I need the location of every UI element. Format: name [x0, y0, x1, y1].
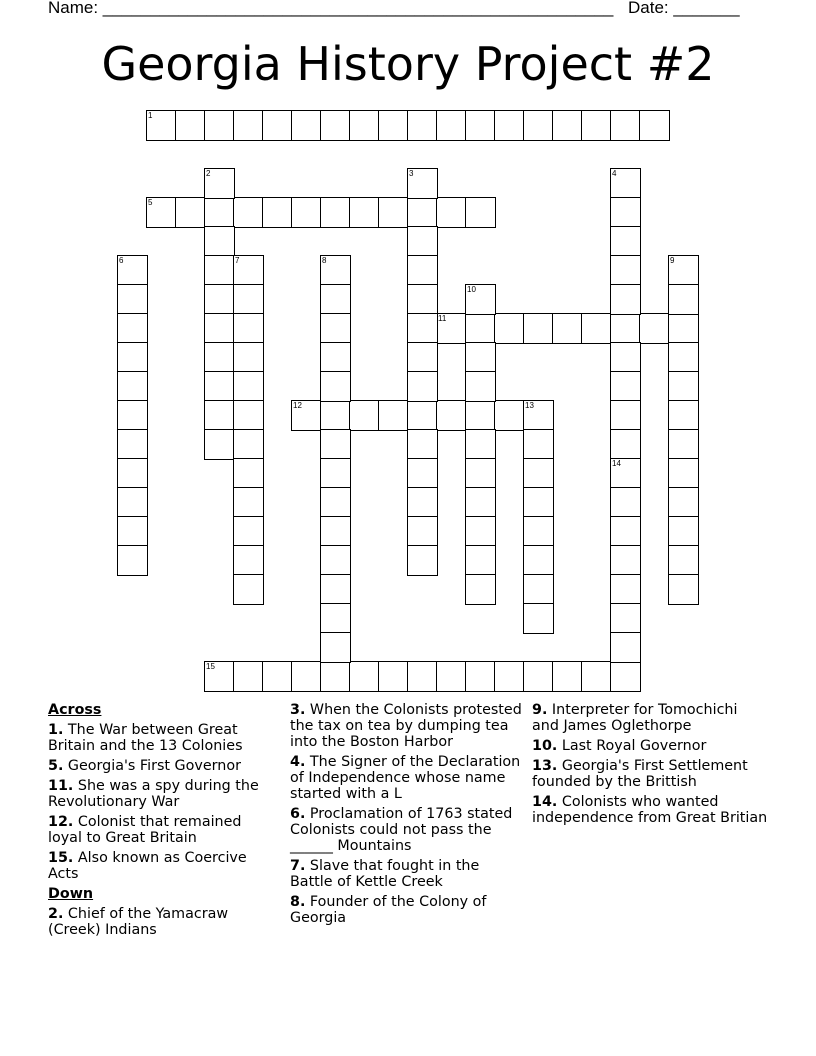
clue-item-text: Proclamation of 1763 stated Colonists could not pass the ______ Mountains: [290, 806, 513, 854]
grid-cell[interactable]: [320, 574, 351, 605]
clue-item-text: Founder of the Colony of Georgia: [290, 894, 487, 926]
grid-cell[interactable]: [465, 429, 496, 460]
clues-column-2: [290, 702, 522, 930]
clue-number: 6: [119, 256, 124, 265]
grid-cell[interactable]: [204, 400, 235, 431]
grid-cell[interactable]: [349, 661, 380, 692]
grid-cell[interactable]: [668, 284, 699, 315]
grid-cell[interactable]: [668, 516, 699, 547]
grid-cell[interactable]: [465, 458, 496, 489]
clue-item-number: 3.: [290, 702, 306, 718]
grid-cell[interactable]: [175, 110, 206, 141]
down-clue-list-2: [290, 702, 522, 926]
grid-cell[interactable]: [320, 661, 351, 692]
clue-item-text: She was a spy during the Revolutionary War: [48, 778, 259, 810]
grid-cell[interactable]: [668, 487, 699, 518]
clue-item: [48, 814, 276, 846]
grid-cell[interactable]: [233, 429, 264, 460]
grid-cell[interactable]: [204, 371, 235, 402]
grid-cell[interactable]: [436, 197, 467, 228]
grid-cell[interactable]: [349, 400, 380, 431]
grid-cell[interactable]: [291, 110, 322, 141]
grid-cell[interactable]: [262, 661, 293, 692]
grid-cell[interactable]: [465, 110, 496, 141]
grid-cell[interactable]: [204, 197, 235, 228]
grid-cell[interactable]: [233, 574, 264, 605]
grid-cell[interactable]: [668, 400, 699, 431]
page-title: Georgia History Project #2: [101, 37, 715, 91]
grid-cell[interactable]: [233, 371, 264, 402]
clue-item-text: Georgia's First Settlement founded by the Brittish: [532, 758, 748, 790]
grid-cell[interactable]: [639, 313, 670, 344]
grid-cell[interactable]: [117, 458, 148, 489]
grid-cell[interactable]: [233, 110, 264, 141]
clue-item-text: Colonist that remained loyal to Great Britain: [48, 814, 242, 846]
clue-item-number: 5.: [48, 758, 64, 774]
grid-cell[interactable]: [668, 255, 699, 286]
grid-cell[interactable]: [233, 197, 264, 228]
grid-cell[interactable]: [117, 371, 148, 402]
grid-cell[interactable]: [581, 661, 612, 692]
grid-cell[interactable]: [117, 545, 148, 576]
grid-cell[interactable]: [610, 661, 641, 692]
grid-cell[interactable]: [494, 313, 525, 344]
clue-item: [48, 906, 276, 938]
grid-cell[interactable]: [204, 661, 235, 692]
grid-cell[interactable]: [233, 487, 264, 518]
clue-item-number: 6.: [290, 806, 306, 822]
grid-cell[interactable]: [465, 661, 496, 692]
grid-cell[interactable]: [349, 197, 380, 228]
mixed-clue-list: [532, 702, 768, 826]
grid-cell[interactable]: [291, 400, 322, 431]
grid-cell[interactable]: [146, 197, 177, 228]
grid-cell[interactable]: [117, 516, 148, 547]
grid-cell[interactable]: [610, 516, 641, 547]
grid-cell[interactable]: [523, 603, 554, 634]
clue-number: 14: [612, 459, 621, 468]
grid-cell[interactable]: [610, 400, 641, 431]
grid-cell[interactable]: [465, 284, 496, 315]
grid-cell[interactable]: [494, 400, 525, 431]
clue-item: [48, 778, 276, 810]
grid-cell[interactable]: [407, 110, 438, 141]
clue-number: 3: [409, 169, 414, 178]
grid-cell[interactable]: [610, 168, 641, 199]
clue-number: 12: [293, 401, 302, 410]
grid-cell[interactable]: [378, 400, 409, 431]
grid-cell[interactable]: [610, 371, 641, 402]
clue-item: [290, 894, 522, 926]
grid-cell[interactable]: [523, 487, 554, 518]
clue-number: 4: [612, 169, 617, 178]
clue-item: [290, 858, 522, 890]
clue-item: [290, 806, 522, 854]
grid-cell[interactable]: [581, 313, 612, 344]
grid-cell[interactable]: [320, 255, 351, 286]
grid-cell[interactable]: [668, 429, 699, 460]
grid-cell[interactable]: [465, 342, 496, 373]
grid-cell[interactable]: [523, 400, 554, 431]
grid-cell[interactable]: [610, 313, 641, 344]
grid-cell[interactable]: [552, 313, 583, 344]
grid-cell[interactable]: [320, 371, 351, 402]
grid-cell[interactable]: [320, 342, 351, 373]
grid-cell[interactable]: [523, 545, 554, 576]
grid-cell[interactable]: [465, 574, 496, 605]
grid-cell[interactable]: [465, 197, 496, 228]
grid-cell[interactable]: [320, 400, 351, 431]
grid-cell[interactable]: [291, 197, 322, 228]
grid-cell[interactable]: [117, 429, 148, 460]
grid-cell[interactable]: [465, 487, 496, 518]
clue-number: 1: [148, 111, 153, 120]
grid-cell[interactable]: [610, 226, 641, 257]
grid-cell[interactable]: [668, 458, 699, 489]
clue-item: [532, 738, 768, 754]
clue-item-number: 10.: [532, 738, 558, 754]
clue-item: [532, 794, 768, 826]
grid-cell[interactable]: [610, 574, 641, 605]
grid-cell[interactable]: [407, 168, 438, 199]
clue-item-number: 4.: [290, 754, 306, 770]
grid-cell[interactable]: [204, 313, 235, 344]
grid-cell[interactable]: [320, 284, 351, 315]
grid-cell[interactable]: [233, 400, 264, 431]
down-clue-list: [48, 906, 276, 938]
grid-cell[interactable]: [436, 110, 467, 141]
grid-cell[interactable]: [233, 661, 264, 692]
clue-item-text: Also known as Coercive Acts: [48, 850, 247, 882]
grid-cell[interactable]: [291, 661, 322, 692]
grid-cell[interactable]: [262, 110, 293, 141]
grid-cell[interactable]: [204, 110, 235, 141]
grid-cell[interactable]: [523, 661, 554, 692]
clue-item-number: 7.: [290, 858, 306, 874]
grid-cell[interactable]: [233, 516, 264, 547]
grid-cell[interactable]: [320, 110, 351, 141]
grid-cell[interactable]: [436, 400, 467, 431]
grid-cell[interactable]: [204, 342, 235, 373]
clue-item: [290, 754, 522, 802]
clue-item: [48, 850, 276, 882]
grid-cell[interactable]: [610, 284, 641, 315]
grid-cell[interactable]: [378, 110, 409, 141]
clue-item-number: 13.: [532, 758, 558, 774]
clue-item-number: 14.: [532, 794, 558, 810]
grid-cell[interactable]: [320, 632, 351, 663]
name-field-label[interactable]: Name: ______________________________________________________: [48, 0, 614, 17]
grid-cell[interactable]: [610, 603, 641, 634]
grid-cell[interactable]: [523, 458, 554, 489]
grid-cell[interactable]: [610, 197, 641, 228]
clue-item-number: 8.: [290, 894, 306, 910]
grid-cell[interactable]: [407, 342, 438, 373]
clue-item-text: Interpreter for Tomochichi and James Oglethorpe: [532, 702, 738, 734]
clue-item-text: Georgia's First Governor: [63, 758, 241, 774]
grid-cell[interactable]: [407, 429, 438, 460]
clue-item-text: Chief of the Yamacraw (Creek) Indians: [48, 906, 229, 938]
grid-cell[interactable]: [523, 574, 554, 605]
grid-cell[interactable]: [320, 429, 351, 460]
grid-cell[interactable]: [494, 110, 525, 141]
clue-number: 2: [206, 169, 211, 178]
clue-number: 10: [467, 285, 476, 294]
clues-column-1: [48, 702, 276, 942]
clue-item-text: Last Royal Governor: [557, 738, 707, 754]
grid-cell[interactable]: [320, 516, 351, 547]
grid-cell[interactable]: [204, 255, 235, 286]
grid-cell[interactable]: [523, 429, 554, 460]
grid-cell[interactable]: [407, 226, 438, 257]
grid-cell[interactable]: [175, 197, 206, 228]
grid-cell[interactable]: [233, 342, 264, 373]
grid-cell[interactable]: [117, 284, 148, 315]
clue-item-number: 9.: [532, 702, 548, 718]
grid-cell[interactable]: [523, 110, 554, 141]
grid-cell[interactable]: [465, 371, 496, 402]
grid-cell[interactable]: [436, 313, 467, 344]
grid-cell[interactable]: [204, 429, 235, 460]
grid-cell[interactable]: [668, 574, 699, 605]
grid-cell[interactable]: [233, 545, 264, 576]
grid-cell[interactable]: [581, 110, 612, 141]
grid-cell[interactable]: [407, 516, 438, 547]
grid-cell[interactable]: [233, 313, 264, 344]
grid-cell[interactable]: [407, 371, 438, 402]
grid-cell[interactable]: [610, 342, 641, 373]
grid-cell[interactable]: [668, 371, 699, 402]
grid-cell[interactable]: [668, 342, 699, 373]
clues-column-3: [532, 702, 768, 830]
clue-item-text: The Signer of the Declaration of Independence whose name started with a L: [290, 754, 521, 802]
grid-cell[interactable]: [610, 545, 641, 576]
grid-cell[interactable]: [668, 545, 699, 576]
grid-cell[interactable]: [407, 487, 438, 518]
grid-cell[interactable]: [233, 255, 264, 286]
grid-cell[interactable]: [320, 545, 351, 576]
grid-cell[interactable]: [523, 516, 554, 547]
clue-item-text: Slave that fought in the Battle of Kettle Creek: [290, 858, 480, 890]
clue-item: [532, 758, 768, 790]
grid-cell[interactable]: [610, 110, 641, 141]
grid-cell[interactable]: [407, 197, 438, 228]
clue-number: 11: [438, 314, 447, 323]
clue-number: 5: [148, 198, 153, 207]
grid-cell[interactable]: [610, 458, 641, 489]
clue-item-text: When the Colonists protested the tax on tea by dumping tea into the Boston Harbor: [290, 702, 522, 750]
date-field-label[interactable]: Date: _______: [628, 0, 740, 17]
grid-cell[interactable]: [117, 313, 148, 344]
grid-cell[interactable]: [320, 603, 351, 634]
clue-item-number: 2.: [48, 906, 64, 922]
grid-cell[interactable]: [494, 661, 525, 692]
grid-cell[interactable]: [320, 458, 351, 489]
grid-cell[interactable]: [407, 545, 438, 576]
clue-item-number: 15.: [48, 850, 74, 866]
grid-cell[interactable]: [668, 313, 699, 344]
across-clue-list: [48, 722, 276, 882]
clue-number: 15: [206, 662, 215, 671]
grid-cell[interactable]: [204, 226, 235, 257]
grid-cell[interactable]: [552, 110, 583, 141]
grid-cell[interactable]: [407, 313, 438, 344]
grid-cell[interactable]: [117, 255, 148, 286]
clue-number: 7: [235, 256, 240, 265]
grid-cell[interactable]: [378, 661, 409, 692]
clue-item-number: 12.: [48, 814, 74, 830]
clue-item-text: The War between Great Britain and the 13 Colonies: [48, 722, 243, 754]
grid-cell[interactable]: [349, 110, 380, 141]
across-heading: Across: [48, 702, 102, 718]
clue-item-text: Colonists who wanted independence from Great Britian: [532, 794, 768, 826]
grid-cell[interactable]: [523, 313, 554, 344]
grid-cell[interactable]: [639, 110, 670, 141]
clue-number: 9: [670, 256, 675, 265]
clue-item-number: 1.: [48, 722, 64, 738]
grid-cell[interactable]: [465, 400, 496, 431]
grid-cell[interactable]: [320, 197, 351, 228]
clue-item: [532, 702, 768, 734]
grid-cell[interactable]: [378, 197, 409, 228]
grid-cell[interactable]: [610, 255, 641, 286]
grid-cell[interactable]: [465, 516, 496, 547]
grid-cell[interactable]: [117, 487, 148, 518]
grid-cell[interactable]: [407, 284, 438, 315]
clue-number: 8: [322, 256, 327, 265]
grid-cell[interactable]: [233, 284, 264, 315]
grid-cell[interactable]: [204, 284, 235, 315]
grid-cell[interactable]: [407, 400, 438, 431]
grid-cell[interactable]: [407, 255, 438, 286]
grid-cell[interactable]: [436, 661, 467, 692]
grid-cell[interactable]: [117, 400, 148, 431]
clue-item: [290, 702, 522, 750]
grid-cell[interactable]: [407, 661, 438, 692]
grid-cell[interactable]: [610, 429, 641, 460]
grid-cell[interactable]: [233, 458, 264, 489]
clue-item: [48, 722, 276, 754]
down-heading: Down: [48, 886, 94, 902]
grid-cell[interactable]: [465, 545, 496, 576]
clue-item-number: 11.: [48, 778, 74, 794]
grid-cell[interactable]: [204, 168, 235, 199]
grid-cell[interactable]: [262, 197, 293, 228]
clue-number: 13: [525, 401, 534, 410]
grid-cell[interactable]: [146, 110, 177, 141]
grid-cell[interactable]: [465, 313, 496, 344]
grid-cell[interactable]: [552, 661, 583, 692]
grid-cell[interactable]: [610, 632, 641, 663]
grid-cell[interactable]: [117, 342, 148, 373]
clue-item: [48, 758, 276, 774]
grid-cell[interactable]: [320, 487, 351, 518]
grid-cell[interactable]: [407, 458, 438, 489]
grid-cell[interactable]: [610, 487, 641, 518]
grid-cell[interactable]: [320, 313, 351, 344]
